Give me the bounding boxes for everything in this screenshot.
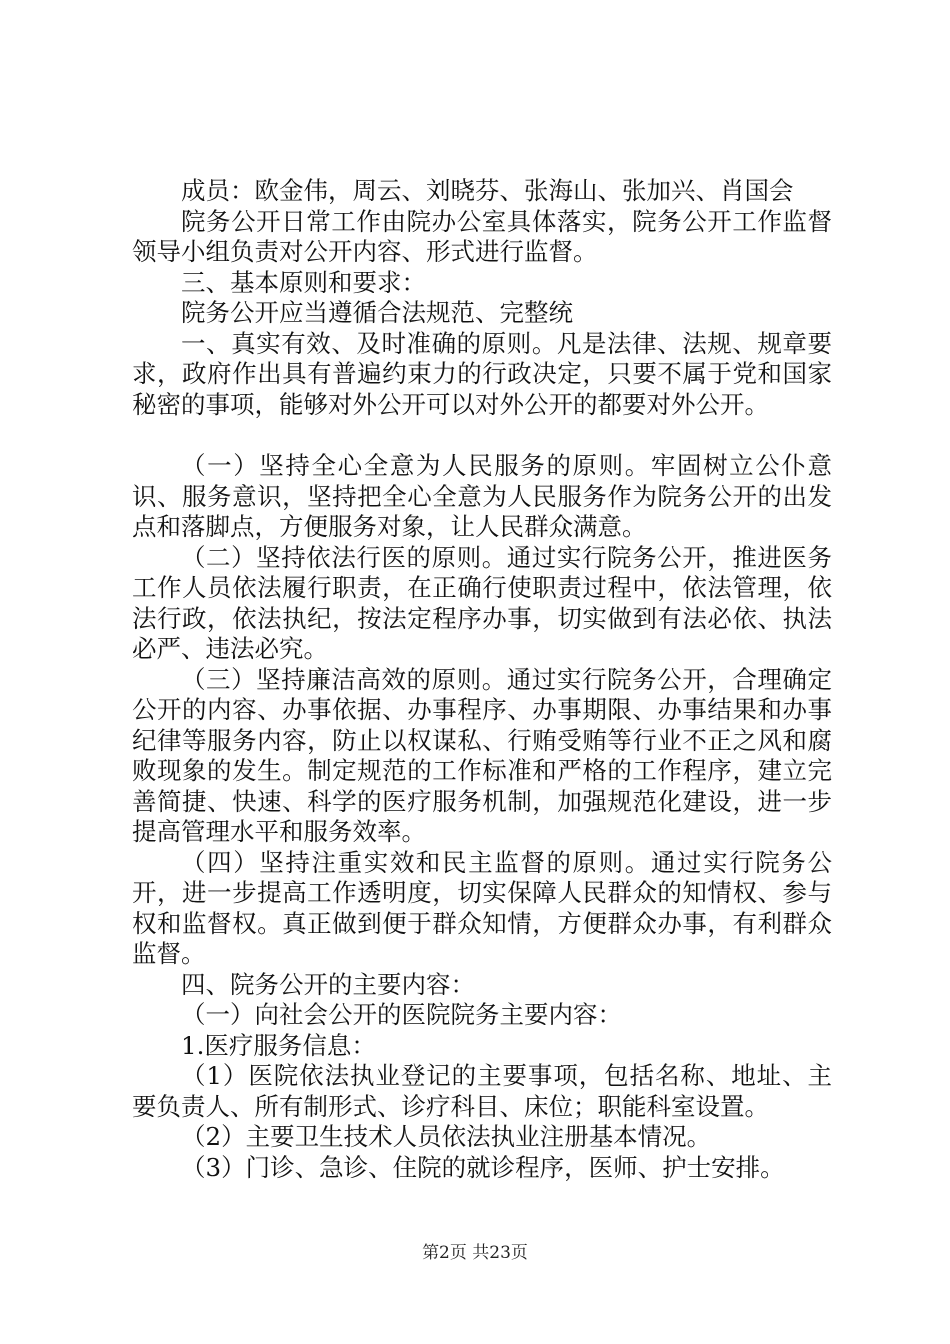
paragraph-principle-2: （二）坚持依法行医的原则。通过实行院务公开，推进医务工作人员依法履行职责，在正确行使职责过程中，依法管理，依法行政，依法执纪，按法定程序办事，切实做到有法必依、执法必严、违法必究。 bbox=[132, 542, 832, 663]
heading-principles: 三、基本原则和要求： bbox=[181, 267, 426, 297]
page-footer: 第2页 共23页 bbox=[422, 1243, 528, 1263]
list-item-1: （1）医院依法执业登记的主要事项，包括名称、地址、主要负责人、所有制形式、诊疗科目、床位；职能科室设置。 bbox=[132, 1061, 832, 1121]
paragraph-principle-3: （三）坚持廉洁高效的原则。通过实行院务公开，合理确定公开的内容、办事依据、办事程序、办事期限、办事结果和办事纪律等服务内容，防止以权谋私、行贿受贿等行业不正之风和腐败现象的发生。制定规范的工作标准和严格的工作程序，建立完善简捷、快速、科学的医疗服务机制，加强规范化建设，进一步提高管理水平和服务效率。 bbox=[132, 664, 832, 846]
paragraph-daily-work: 院务公开日常工作由院办公室具体落实，院务公开工作监督领导小组负责对公开内容、形式进行监督。 bbox=[132, 206, 832, 266]
paragraph-principle-1: （一）坚持全心全意为人民服务的原则。牢固树立公仆意识、服务意识，坚持把全心全意为人民服务作为院务公开的出发点和落脚点，方便服务对象，让人民群众满意。 bbox=[132, 451, 832, 541]
paragraph-principle-truth: 一、真实有效、及时准确的原则。凡是法律、法规、规章要求，政府作出具有普遍约束力的行政决定，只要不属于党和国家秘密的事项，能够对外公开可以对外公开的都要对外公开。 bbox=[132, 328, 832, 419]
paragraph-principles-intro: 院务公开应当遵循合法规范、完整统 bbox=[181, 298, 573, 327]
list-item-2: （2）主要卫生技术人员依法执业注册基本情况。 bbox=[181, 1122, 712, 1151]
paragraph-members: 成员：欧金伟，周云、刘晓芬、张海山、张加兴、肖国会 bbox=[181, 176, 794, 205]
document-body bbox=[132, 176, 832, 1183]
paragraph-gap bbox=[132, 420, 832, 451]
heading-public-content: （一）向社会公开的医院院务主要内容： bbox=[181, 1000, 622, 1029]
list-item-3: （3）门诊、急诊、住院的就诊程序，医师、护士安排。 bbox=[181, 1152, 785, 1182]
paragraph-principle-4: （四）坚持注重实效和民主监督的原则。通过实行院务公开，进一步提高工作透明度，切实保障人民群众的知情权、参与权和监督权。真正做到便于群众知情，方便群众办事，有利群众监督。 bbox=[132, 847, 832, 968]
heading-main-content: 四、院务公开的主要内容： bbox=[181, 969, 475, 999]
heading-medical-info: 1.医疗服务信息： bbox=[181, 1030, 376, 1060]
